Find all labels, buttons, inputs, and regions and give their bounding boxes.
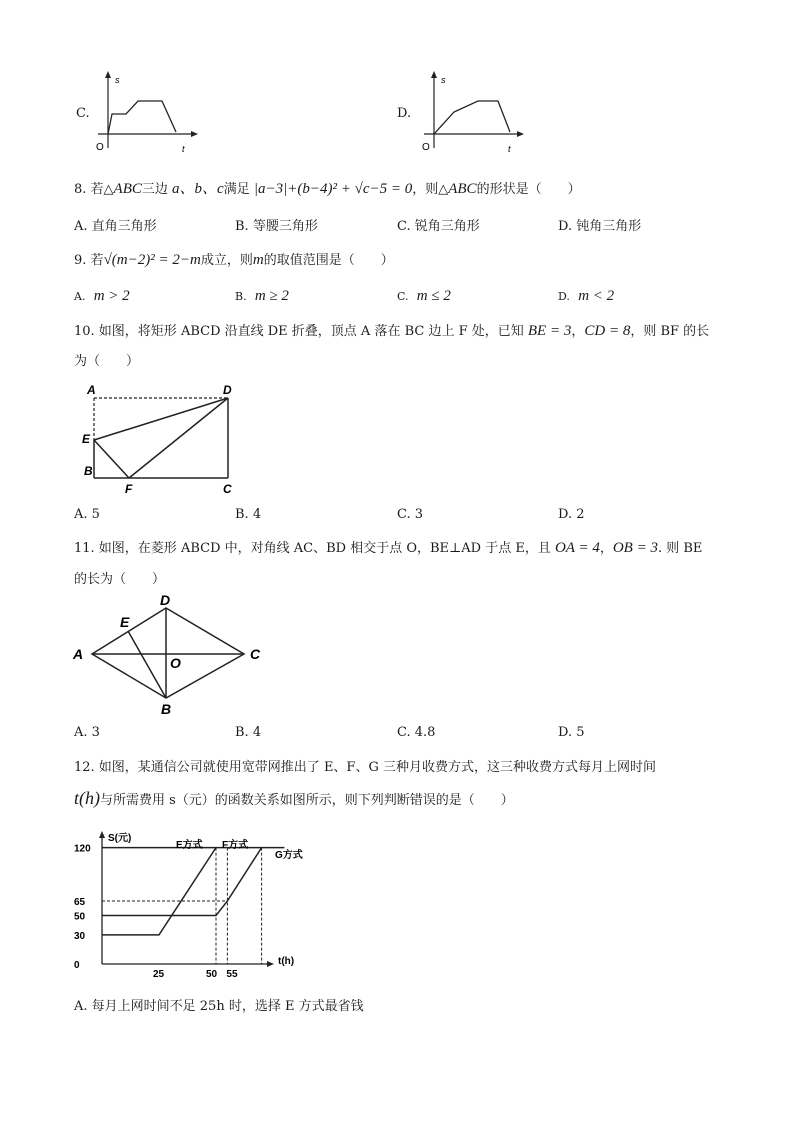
q12-y-tick-1: 30 bbox=[74, 930, 86, 942]
q8-stem-c: 三边 bbox=[141, 182, 168, 197]
q11-stem-line1: 11. 如图，在菱形 ABCD 中，对角线 AC、BD 相交于点 O，BE⊥AD 于点 E，且 OA = 4，OB = 3. 则 BE bbox=[74, 540, 703, 556]
q8-stem-h: 的形状是（ ） bbox=[476, 182, 581, 197]
q9-stem-c: m bbox=[252, 252, 264, 268]
q9-option-c-label: C. bbox=[397, 290, 409, 303]
q12-y-axis-arrow bbox=[99, 831, 105, 838]
q11-figure bbox=[70, 590, 270, 716]
q7-option-c-label: C. bbox=[76, 106, 90, 121]
q9-option-a-label: A. bbox=[74, 290, 86, 303]
q9-option-d[interactable] bbox=[558, 288, 614, 305]
q8-number: 8. bbox=[74, 182, 87, 197]
q7-option-d-label: D. bbox=[397, 106, 412, 121]
q9-stem-a: 若 bbox=[90, 253, 104, 268]
q12-option-a[interactable]: A. 每月上网时间不足 25h 时，选择 E 方式最省钱 bbox=[74, 999, 364, 1014]
q12-series-label-g: G方式 bbox=[275, 850, 303, 861]
q10-stem-line2: 为（ ） bbox=[74, 354, 140, 369]
q12-y-tick-0: 0 bbox=[74, 960, 80, 971]
q9-stem-d: 的取值范围是（ ） bbox=[263, 253, 394, 268]
q9-number: 9. bbox=[74, 253, 87, 268]
q7-d-axis-t: t bbox=[508, 144, 511, 154]
q12-x-axis-arrow bbox=[267, 961, 274, 967]
q10-stem-line1: 10. 如图，将矩形 ABCD 沿直线 DE 折叠，顶点 A 落在 BC 边上 F 处，已知 BE = 3，CD = 8，则 BF 的长 bbox=[74, 323, 710, 339]
q10-option-a[interactable]: A. 5 bbox=[74, 507, 100, 522]
q8-option-b[interactable]: B. 等腰三角形 bbox=[235, 219, 318, 234]
q10-label-f: F bbox=[125, 482, 133, 496]
q11-stem-line2: 的长为（ ） bbox=[74, 572, 166, 587]
q12-series-line-0 bbox=[102, 848, 216, 935]
q10-cd: CD = 8 bbox=[584, 323, 631, 339]
q9-option-a-value: m > 2 bbox=[93, 288, 130, 304]
q10-label-c: C bbox=[223, 482, 232, 496]
q8-stem-d: a、b、c bbox=[172, 181, 224, 197]
q10-option-b[interactable]: B. 4 bbox=[235, 507, 262, 522]
q11-label-a: A bbox=[73, 646, 84, 662]
q12-y-tick-3: 65 bbox=[74, 896, 86, 908]
q9-option-d-value: m < 2 bbox=[578, 288, 615, 304]
q8-stem-g: ABC bbox=[448, 181, 477, 197]
q10-label-d: D bbox=[223, 383, 232, 397]
q10-be: BE = 3 bbox=[527, 323, 572, 339]
q11-option-a[interactable]: A. 3 bbox=[74, 725, 100, 740]
q12-series-label-e: E方式 bbox=[176, 840, 203, 851]
q7-c-axis-s: s bbox=[115, 75, 120, 85]
q9-option-b-value: m ≥ 2 bbox=[254, 288, 289, 304]
q8-stem-f: ，则△ bbox=[412, 182, 449, 197]
q8-stem-b: ABC bbox=[113, 181, 142, 197]
q10-label-e: E bbox=[82, 432, 91, 446]
q8-stem bbox=[74, 177, 581, 198]
q12-line2: 与所需费用 s（元）的函数关系如图所示，则下列判断错误的是（ ） bbox=[100, 793, 514, 808]
q8-option-a[interactable]: A. 直角三角形 bbox=[74, 219, 157, 234]
q9-stem-b: 成立，则 bbox=[200, 253, 253, 268]
q10-option-c[interactable]: C. 3 bbox=[397, 507, 424, 522]
q10-line1: 10. 如图，将矩形 ABCD 沿直线 DE 折叠，顶点 A 落在 BC 边上 F 处，已知 bbox=[74, 324, 524, 339]
q9-formula: √(m−2)² = 2−m bbox=[103, 252, 201, 268]
q7-c-origin: O bbox=[96, 142, 104, 153]
q9-option-a[interactable] bbox=[74, 288, 130, 305]
q12-x-tick-2: 55 bbox=[226, 969, 238, 978]
q12-x-tick-1: 50 bbox=[206, 969, 218, 978]
q12-stem-line2 bbox=[74, 788, 514, 809]
q8-option-d[interactable]: D. 钝角三角形 bbox=[558, 219, 642, 234]
q8-stem-e: 满足 bbox=[223, 182, 250, 197]
q9-option-b-label: B. bbox=[235, 290, 247, 303]
q9-option-c-value: m ≤ 2 bbox=[416, 288, 451, 304]
q11-line1: 11. 如图，在菱形 ABCD 中，对角线 AC、BD 相交于点 O，BE⊥AD 于点 E，且 bbox=[74, 541, 551, 556]
q12-y-tick-2: 50 bbox=[74, 911, 86, 923]
q12-stem-line1: 12. 如图，某通信公司就使用宽带网推出了 E、F、G 三种月收费方式，这三种收费方式每月上网时间 bbox=[74, 760, 656, 775]
q7-option-d-graph bbox=[416, 68, 526, 156]
q12-y-label: S(元) bbox=[108, 833, 132, 844]
q11-option-b[interactable]: B. 4 bbox=[235, 725, 262, 740]
q8-stem-a: 若△ bbox=[90, 182, 114, 197]
q12-series-label-f: F方式 bbox=[222, 840, 249, 851]
q10-label-a: A bbox=[87, 383, 96, 397]
q9-option-c[interactable] bbox=[397, 288, 451, 305]
q7-d-axis-s: s bbox=[441, 75, 446, 85]
q11-label-d: D bbox=[160, 592, 171, 608]
q11-label-e: E bbox=[120, 614, 130, 630]
q10-label-b: B bbox=[84, 464, 93, 478]
q10-line1-end: ，则 BF 的长 bbox=[630, 324, 710, 339]
q7-c-axis-t: t bbox=[182, 144, 185, 154]
q11-line1-end: . 则 BE bbox=[657, 541, 703, 556]
q10-figure bbox=[78, 380, 248, 498]
q9-option-d-label: D. bbox=[558, 290, 570, 303]
q8-option-c[interactable]: C. 锐角三角形 bbox=[397, 219, 480, 234]
q12-y-tick-4: 120 bbox=[74, 843, 91, 855]
q8-formula: |a−3|+(b−4)² + √c−5 = 0 bbox=[253, 181, 413, 197]
q12-chart bbox=[70, 828, 320, 978]
q12-x-tick-0: 25 bbox=[153, 969, 165, 978]
q7-option-c-graph bbox=[90, 68, 200, 156]
q11-label-b: B bbox=[161, 701, 172, 716]
q9-stem bbox=[74, 249, 394, 269]
q9-option-b[interactable] bbox=[235, 288, 289, 305]
q10-option-d[interactable]: D. 2 bbox=[558, 507, 585, 522]
q11-option-d[interactable]: D. 5 bbox=[558, 725, 585, 740]
q12-series-line-1 bbox=[102, 848, 262, 916]
q11-ob: OB = 3 bbox=[612, 540, 658, 556]
q7-d-origin: O bbox=[422, 142, 430, 153]
q12-t-variable: t(h) bbox=[74, 788, 100, 808]
q12-x-label: t(h) bbox=[278, 956, 295, 967]
q11-label-o: O bbox=[170, 655, 181, 671]
q11-option-c[interactable]: C. 4.8 bbox=[397, 725, 436, 740]
q11-oa: OA = 4 bbox=[554, 540, 600, 556]
q11-label-c: C bbox=[250, 646, 261, 662]
